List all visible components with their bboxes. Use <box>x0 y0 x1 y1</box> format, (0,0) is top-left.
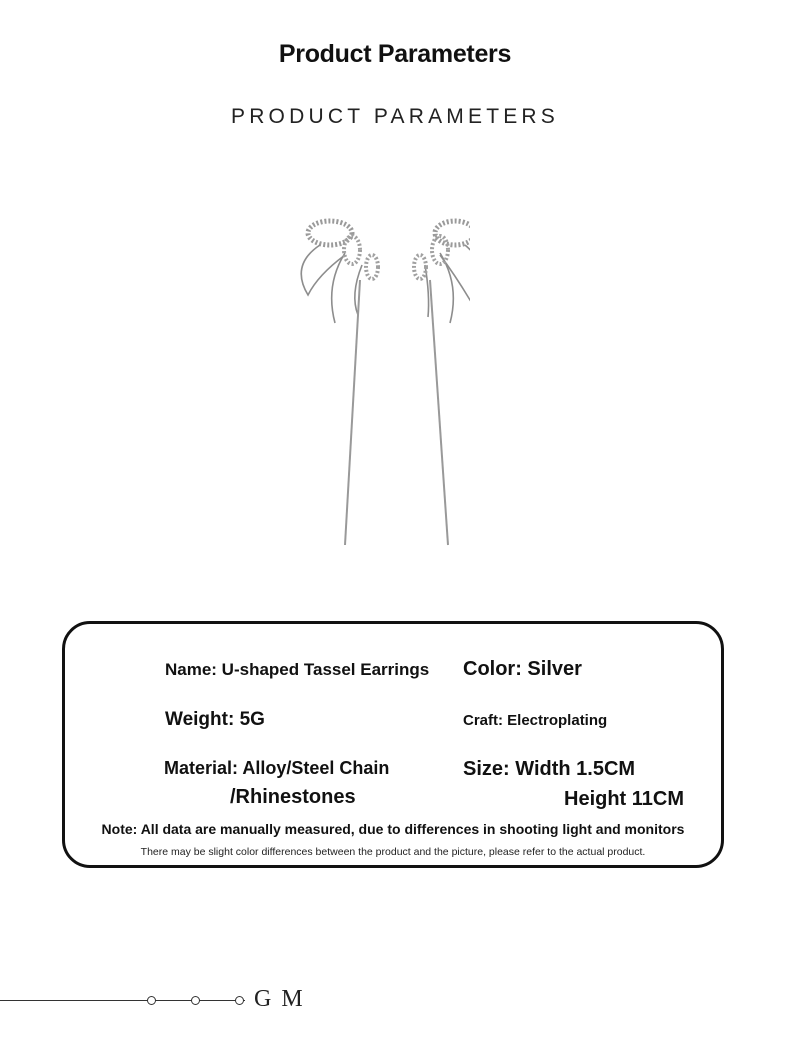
footer-dot-icon <box>147 996 156 1005</box>
footer-dot-icon <box>235 996 244 1005</box>
tassel-earrings-image <box>290 205 470 555</box>
footer-dot-icon <box>191 996 200 1005</box>
param-color: Color: Silver <box>463 658 582 680</box>
param-material: Material: Alloy/Steel Chain <box>164 758 390 778</box>
param-size: Size: Width 1.5CM <box>463 758 636 780</box>
param-weight: Weight: 5G <box>165 709 265 730</box>
param-name: Name: U-shaped Tassel Earrings <box>165 660 430 679</box>
measurement-note: Note: All data are manually measured, due to differences in shooting light and monitors <box>101 821 685 837</box>
page-subtitle: PRODUCT PARAMETERS <box>230 105 560 128</box>
color-disclaimer: There may be slight color differences between the product and the picture, please refer to the actual product. <box>140 846 646 858</box>
param-craft: Craft: Electroplating <box>463 712 608 729</box>
param-size-cont: Height 11CM <box>564 788 685 810</box>
footer-divider <box>0 1000 245 1001</box>
brand-logo: G M <box>254 986 305 1012</box>
parameters-panel <box>62 621 724 868</box>
page-title: Product Parameters <box>278 40 512 68</box>
param-material-cont: /Rhinestones <box>230 786 356 808</box>
